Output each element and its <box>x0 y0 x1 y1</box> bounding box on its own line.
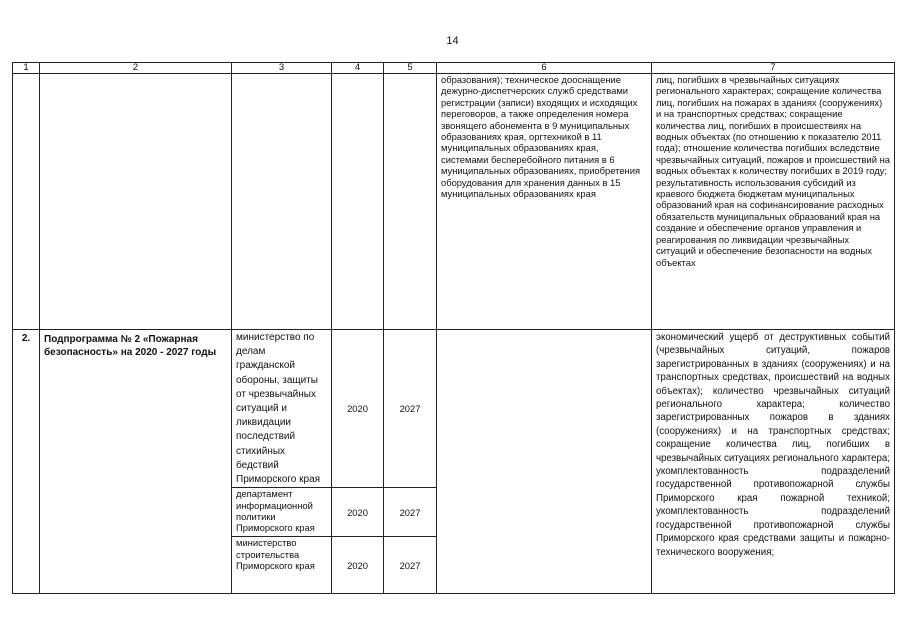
row-number: 2. <box>13 330 40 594</box>
column-header: 6 <box>437 63 652 74</box>
start-year-cell: 2020 <box>332 488 384 537</box>
table-cell <box>13 74 40 330</box>
table-cell <box>384 74 437 330</box>
indicators-cell: лиц, погибших в чрезвычайных ситуациях регионального характерах; сокращение количества лиц, погибших на пожарах в зданиях (сооружениях) и на транспортных средствах; сокращение количества лиц, погибших в происшествиях на водных объектах (по отношению к показателю 2011 года); отношение количества погибших вследствие чрезвычайных ситуаций, пожаров и происшествий на водных объектах к количеству погибших в 2019 году; результативность использования субсидий из краевого бюджета бюджетам муниципальных образований края на софинансирование расходных обязательств муниципальных образований края на создание и обеспечение органов управления и реагирования по ликвидации чрезвычайных ситуаций и обеспечение безопасности на водных объектах <box>652 74 895 330</box>
table-row-continuation <box>13 74 895 330</box>
executor-cell: министерство строительства Приморского края <box>232 537 332 594</box>
column-header: 5 <box>384 63 437 74</box>
start-year-cell: 2020 <box>332 330 384 488</box>
end-year-cell: 2027 <box>384 537 437 594</box>
column-header: 2 <box>40 63 232 74</box>
column-number-row <box>13 63 895 74</box>
executor-cell: департамент информационной политики Приморского края <box>232 488 332 537</box>
start-year-cell: 2020 <box>332 537 384 594</box>
executor-cell: министерство по делам гражданской обороны, защиты от чрезвычайных ситуаций и ликвидации последствий стихийных бедствий Приморского края <box>232 330 332 488</box>
activities-cell <box>437 330 652 594</box>
end-year-cell: 2027 <box>384 330 437 488</box>
program-table <box>12 62 895 594</box>
column-header: 4 <box>332 63 384 74</box>
column-header: 1 <box>13 63 40 74</box>
table-cell <box>232 74 332 330</box>
end-year-cell: 2027 <box>384 488 437 537</box>
table-cell <box>332 74 384 330</box>
table-cell <box>40 74 232 330</box>
table-row-subprogram-2 <box>13 330 895 488</box>
column-header: 7 <box>652 63 895 74</box>
indicators-cell: экономический ущерб от деструктивных событий (чрезвычайных ситуаций, пожаров зарегистрированных в зданиях (сооружениях) и на транспортных средствах, происшествий на водных объектах); количество чрезвычайных ситуаций регионального характера; количество зарегистрированных пожаров в зданиях (сооружениях) и на транспортных средствах; сокращение количества лиц, погибших в чрезвычайных ситуациях регионального характера; укомплектованность подразделений государственной противопожарной службы Приморского края пожарной техникой; укомплектованность подразделений государственной противопожарной службы Приморского края средствами защиты и пожарно-технического вооружения; <box>652 330 895 594</box>
activities-cell: образования); техническое дооснащение дежурно-диспетчерских служб средствами регистрации (записи) входящих и исходящих переговоров, а также определения номера звонящего абонемента в 9 муниципальных образованиях края, оргтехникой в 11 муниципальных образованиях края, системами бесперебойного питания в 6 муниципальных образованиях, приобретения оборудования для хранения данных в 15 муниципальных образованиях края <box>437 74 652 330</box>
column-header: 3 <box>232 63 332 74</box>
page-number: 14 <box>446 35 459 47</box>
subprogram-title: Подпрограмма № 2 «Пожарная безопасность» на 2020 - 2027 годы <box>40 330 232 594</box>
